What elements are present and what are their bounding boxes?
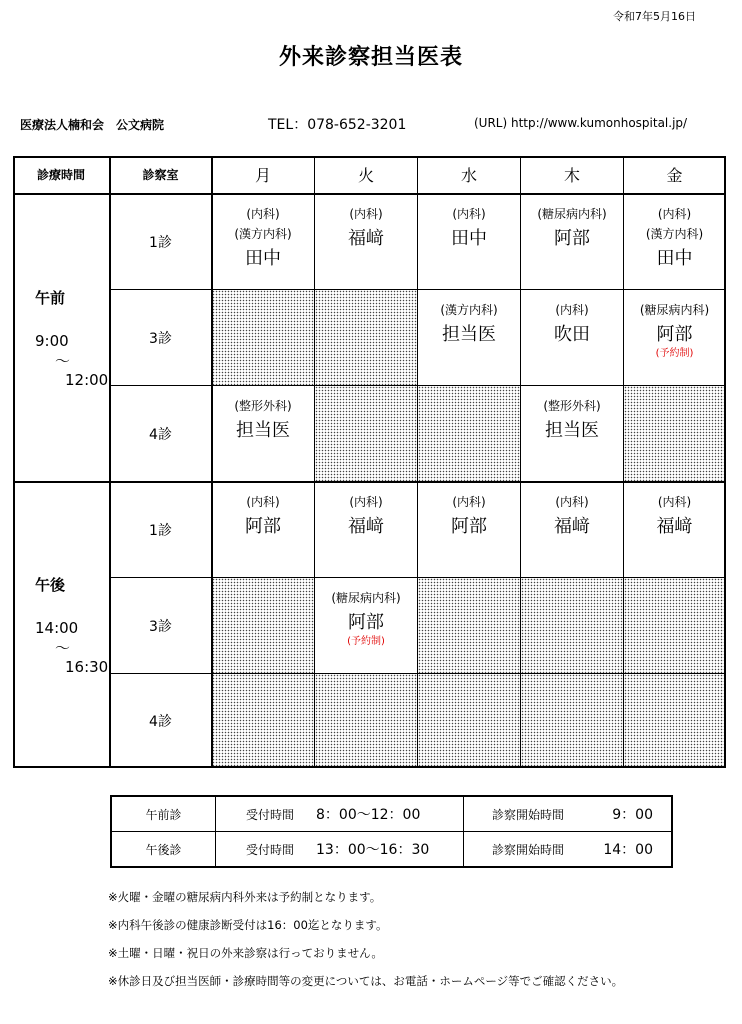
department: (内科) <box>349 495 383 509</box>
closed-slot <box>521 674 624 768</box>
start-time: 9：00 <box>612 807 653 823</box>
doctor-name: 福﨑 <box>348 516 384 537</box>
note-item: ※内科午後診の健康診断受付は16：00迄となります。 <box>108 918 388 932</box>
department: (整形外科) <box>543 399 601 413</box>
hours-table <box>110 795 673 868</box>
department: (糖尿病内科) <box>537 207 607 221</box>
start-cell <box>464 832 671 866</box>
doctor-slot <box>212 482 315 578</box>
hospital-name: 医療法人楠和会 公文病院 <box>20 118 165 132</box>
department: (内科) <box>657 495 692 509</box>
telephone: TEL：078-652-3201 <box>268 117 407 133</box>
session-name: 午後診 <box>145 842 182 857</box>
closed-slot <box>315 290 418 386</box>
closed-slot <box>212 674 315 768</box>
room-label: 3診 <box>110 578 212 674</box>
closed-slot <box>212 578 315 674</box>
period-start: 14:00 <box>35 618 79 637</box>
doctor-slot <box>418 194 521 290</box>
department: (整形外科) <box>234 399 292 413</box>
header-day: 水 <box>418 156 521 194</box>
note-item: ※土曜・日曜・祝日の外来診察は行っておりません。 <box>108 946 383 960</box>
note-item: ※休診日及び担当医師・診療時間等の変更については、お電話・ホームページ等でご確認ください。 <box>108 974 624 988</box>
doctor-slot <box>624 482 726 578</box>
department: (漢方内科) <box>440 303 498 317</box>
period-end: 16:30 <box>65 657 109 676</box>
doctor-name: 田中 <box>245 248 281 269</box>
closed-slot <box>418 674 521 768</box>
session-label <box>112 797 216 832</box>
divider <box>109 156 111 768</box>
closed-slot <box>212 290 315 386</box>
start-label: 診察開始時間 <box>492 842 565 857</box>
doctor-name: 阿部 <box>451 516 487 537</box>
reception-cell <box>216 832 464 866</box>
start-label: 診察開始時間 <box>492 807 565 822</box>
department: (内科) <box>246 495 280 509</box>
doctor-slot <box>315 578 418 674</box>
doctor-name: 阿部 <box>245 516 281 537</box>
doctor-slot <box>521 290 624 386</box>
session-label <box>112 832 216 866</box>
period-tilde: ～ <box>55 638 71 657</box>
doctor-slot <box>212 386 315 482</box>
issue-date: 令和7年5月16日 <box>613 10 696 23</box>
header-day: 木 <box>521 156 624 194</box>
closed-slot <box>521 578 624 674</box>
closed-slot <box>624 674 726 768</box>
header-hours: 診療時間 <box>13 156 110 194</box>
room-label: 1診 <box>110 482 212 578</box>
header-day: 月 <box>212 156 315 194</box>
period-name: 午前 <box>35 288 66 307</box>
doctor-slot <box>521 386 624 482</box>
doctor-slot <box>521 194 624 290</box>
doctor-slot <box>212 194 315 290</box>
reception-label: 受付時間 <box>246 807 295 822</box>
closed-slot <box>315 674 418 768</box>
department: (内科) <box>555 303 589 317</box>
period-cell <box>13 194 110 482</box>
doctor-name: 阿部 <box>656 324 693 345</box>
period-cell <box>13 482 110 768</box>
start-cell <box>464 797 671 832</box>
department: (糖尿病内科) <box>331 591 401 605</box>
doctor-name: 福﨑 <box>656 516 693 537</box>
doctor-name: 田中 <box>451 228 487 249</box>
closed-slot <box>418 578 521 674</box>
department: (内科) <box>349 207 383 221</box>
doctor-name: 担当医 <box>442 324 496 345</box>
doctor-slot <box>624 194 726 290</box>
doctor-slot <box>418 290 521 386</box>
department: (内科) <box>657 207 692 221</box>
doctor-name: 吹田 <box>554 324 590 345</box>
reception-cell <box>216 797 464 832</box>
note-item: ※火曜・金曜の糖尿病内科外来は予約制となります。 <box>108 890 382 904</box>
doctor-name: 福﨑 <box>554 516 590 537</box>
closed-slot <box>624 386 726 482</box>
reservation-note: (予約制) <box>655 348 694 359</box>
doctor-slot <box>418 482 521 578</box>
header-day: 火 <box>315 156 418 194</box>
period-start: 9:00 <box>35 331 69 350</box>
doctor-slot <box>521 482 624 578</box>
hospital-url[interactable]: (URL) http://www.kumonhospital.jp/ <box>474 116 688 130</box>
period-name: 午後 <box>35 575 66 594</box>
doctor-name: 阿部 <box>554 228 590 249</box>
session-name: 午前診 <box>145 807 182 822</box>
doctor-name: 田中 <box>656 248 693 269</box>
reception-time: 8：00～12：00 <box>316 807 421 823</box>
reception-label: 受付時間 <box>246 842 295 857</box>
room-label: 4診 <box>110 674 212 768</box>
room-label: 1診 <box>110 194 212 290</box>
department: (糖尿病内科) <box>639 303 710 317</box>
reception-time: 13：00～16：30 <box>316 842 430 858</box>
header-room: 診察室 <box>110 156 212 194</box>
header-day: 金 <box>624 156 726 194</box>
room-label: 4診 <box>110 386 212 482</box>
department: (内科) <box>246 207 280 221</box>
doctor-name: 担当医 <box>236 420 290 441</box>
period-tilde: ～ <box>55 351 71 370</box>
department: (内科) <box>452 207 486 221</box>
divider <box>13 481 726 483</box>
period-end: 12:00 <box>65 370 109 389</box>
department: (内科) <box>452 495 486 509</box>
doctor-slot <box>315 194 418 290</box>
doctor-name: 阿部 <box>348 612 384 633</box>
doctor-name: 福﨑 <box>348 228 384 249</box>
divider <box>211 156 213 768</box>
closed-slot <box>624 578 726 674</box>
doctor-name: 担当医 <box>545 420 599 441</box>
room-label: 3診 <box>110 290 212 386</box>
closed-slot <box>315 386 418 482</box>
doctor-slot <box>315 482 418 578</box>
start-time: 14：00 <box>603 842 653 858</box>
divider <box>13 193 726 195</box>
department: (漢方内科) <box>645 227 704 241</box>
department: (内科) <box>555 495 589 509</box>
schedule-table <box>13 156 726 768</box>
closed-slot <box>418 386 521 482</box>
reservation-note: (予約制) <box>347 636 385 647</box>
doctor-slot <box>624 290 726 386</box>
department: (漢方内科) <box>234 227 292 241</box>
page-title: 外来診察担当医表 <box>278 45 463 70</box>
